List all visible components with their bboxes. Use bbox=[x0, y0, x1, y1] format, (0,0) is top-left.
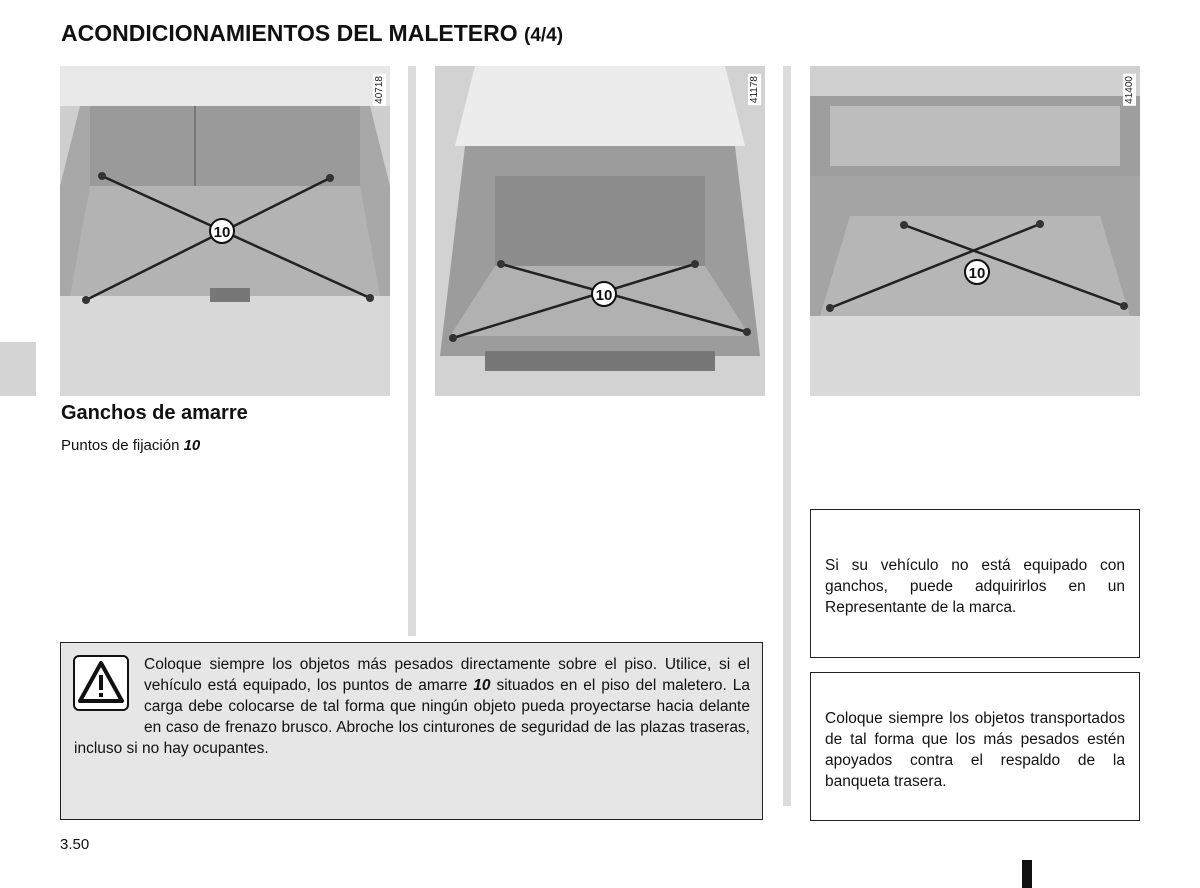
section-text-prefix: Puntos de fijación bbox=[61, 437, 180, 454]
trunk-photo-1 bbox=[60, 66, 390, 396]
page-title-part: (4/4) bbox=[524, 25, 564, 46]
trunk-photo-3 bbox=[810, 66, 1140, 396]
warning-text-part-1: Coloque siempre los objetos más pesados directamente sobre el piso. Utilice, si el vehículo está equipado, los puntos de amarre bbox=[144, 656, 750, 694]
callout-label: 10 bbox=[213, 224, 231, 241]
chapter-tab bbox=[0, 342, 36, 396]
note-box-loading bbox=[810, 672, 1140, 821]
column-separator bbox=[783, 66, 791, 806]
column-separator bbox=[408, 66, 416, 636]
note-box-dealer bbox=[810, 509, 1140, 658]
note-text: Coloque siempre los objetos transportados de tal forma que los más pesados estén apoyados contra el respaldo de la banqueta trasera. bbox=[825, 710, 1125, 790]
corner-mark bbox=[1022, 860, 1032, 888]
figure-code: 40718 bbox=[374, 76, 385, 104]
section-heading: Ganchos de amarre bbox=[61, 402, 248, 424]
figure-code: 41178 bbox=[749, 76, 760, 104]
callout-label: 10 bbox=[595, 287, 613, 304]
page-title bbox=[61, 20, 563, 47]
section-text-ref: 10 bbox=[183, 437, 201, 454]
callout-label: 10 bbox=[968, 265, 986, 282]
warning-box bbox=[60, 642, 763, 820]
page-title-main: ACONDICIONAMIENTOS DEL MALETERO bbox=[61, 20, 518, 46]
figure-code: 41400 bbox=[1124, 76, 1135, 104]
warning-text-part-2: situados en el piso del maletero. La carga debe colocarse de tal forma que ningún objeto pueda proyectarse hacia delante en caso de frenazo brusco. Abroche los cinturones de seguridad de las plazas traseras, incluso si no hay ocupantes. bbox=[74, 677, 750, 757]
trunk-photo-2 bbox=[435, 66, 765, 396]
note-text: Si su vehículo no está equipado con ganchos, puede adquirirlos en un Representante de la marca. bbox=[825, 557, 1125, 616]
warning-text bbox=[74, 654, 750, 759]
warning-ref: 10 bbox=[473, 677, 491, 694]
section-text bbox=[61, 437, 200, 454]
page-number: 3.50 bbox=[60, 836, 90, 853]
